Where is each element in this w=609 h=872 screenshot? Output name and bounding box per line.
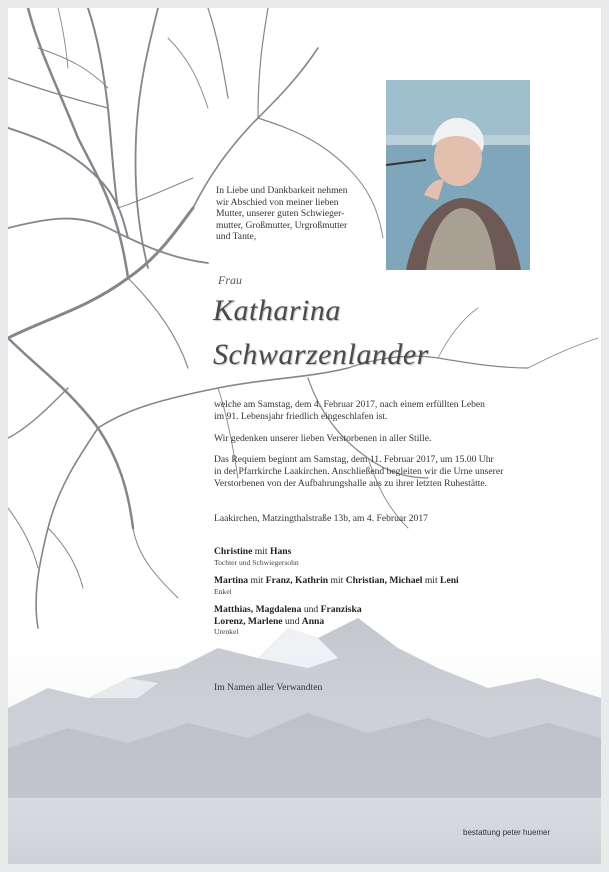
family-group-children (214, 546, 574, 568)
family-relation: Urenkel (214, 627, 239, 637)
family-group-great-grandchildren (214, 604, 574, 637)
family-connector: und (303, 604, 319, 615)
first-name: Katharina (213, 294, 341, 327)
family-name: Franziska (320, 604, 362, 615)
portrait-photo (386, 80, 530, 270)
family-connector: und (284, 615, 300, 627)
funeral-home-name: bestattung peter huemer (463, 828, 551, 837)
intro-line: In Liebe und Dankbarkeit nehmen (216, 185, 348, 196)
family-name: Lorenz, Marlene (214, 615, 283, 627)
family-name: Franz, Kathrin (265, 575, 329, 586)
requiem-line: Das Requiem beginnt am Samstag, dem 11. Februar 2017, um 15.00 Uhr (214, 454, 494, 465)
remembrance-text: Wir gedenken unserer lieben Verstorbenen in aller Stille. (214, 433, 432, 444)
family-group-grandchildren (214, 575, 574, 597)
family-name: Martina (214, 575, 249, 586)
death-notice-line: welche am Samstag, dem 4. Februar 2017, nach einem erfüllten Leben (214, 399, 485, 410)
intro-line: und Tante, (216, 231, 257, 243)
intro-line: Mutter, unserer guten Schwieger- (216, 208, 345, 220)
family-name: Anna (301, 615, 325, 627)
obituary-page (8, 8, 601, 864)
family-relation: Enkel (214, 586, 232, 596)
family-relation: Tochter und Schwiegersohn (214, 557, 299, 567)
family-name: Matthias, Magdalena (214, 604, 302, 615)
family-name: Leni (440, 575, 459, 586)
intro-text (216, 185, 391, 243)
family-connector: mit (250, 575, 264, 586)
requiem-text (214, 454, 554, 489)
last-name: Schwarzenlander (213, 338, 429, 371)
intro-line: wir Abschied von meiner lieben (216, 196, 339, 208)
requiem-line: Verstorbenen von der Aufbahrungshalle aus zu ihrer letzten Ruhestätte. (214, 477, 488, 489)
family-connector: mit (330, 575, 344, 586)
family-connector: mit (254, 546, 268, 557)
death-notice-line: im 91. Lebensjahr friedlich eingeschlafen ist. (214, 410, 388, 422)
intro-line: mutter, Großmutter, Urgroßmutter (216, 219, 348, 231)
family-name: Christine (214, 546, 253, 557)
title-prefix: Frau (218, 273, 242, 287)
place-date: Laakirchen, Matzingthalstraße 13b, am 4. Februar 2017 (214, 513, 428, 524)
family-name: Christian, Michael (345, 575, 423, 586)
requiem-line: in der Pfarrkirche Laakirchen. Anschließend begleiten wir die Urne unserer (214, 465, 504, 477)
family-connector: mit (424, 575, 438, 586)
family-name: Hans (269, 546, 292, 557)
death-notice (214, 399, 554, 423)
closing-text: Im Namen aller Verwandten (214, 682, 323, 693)
